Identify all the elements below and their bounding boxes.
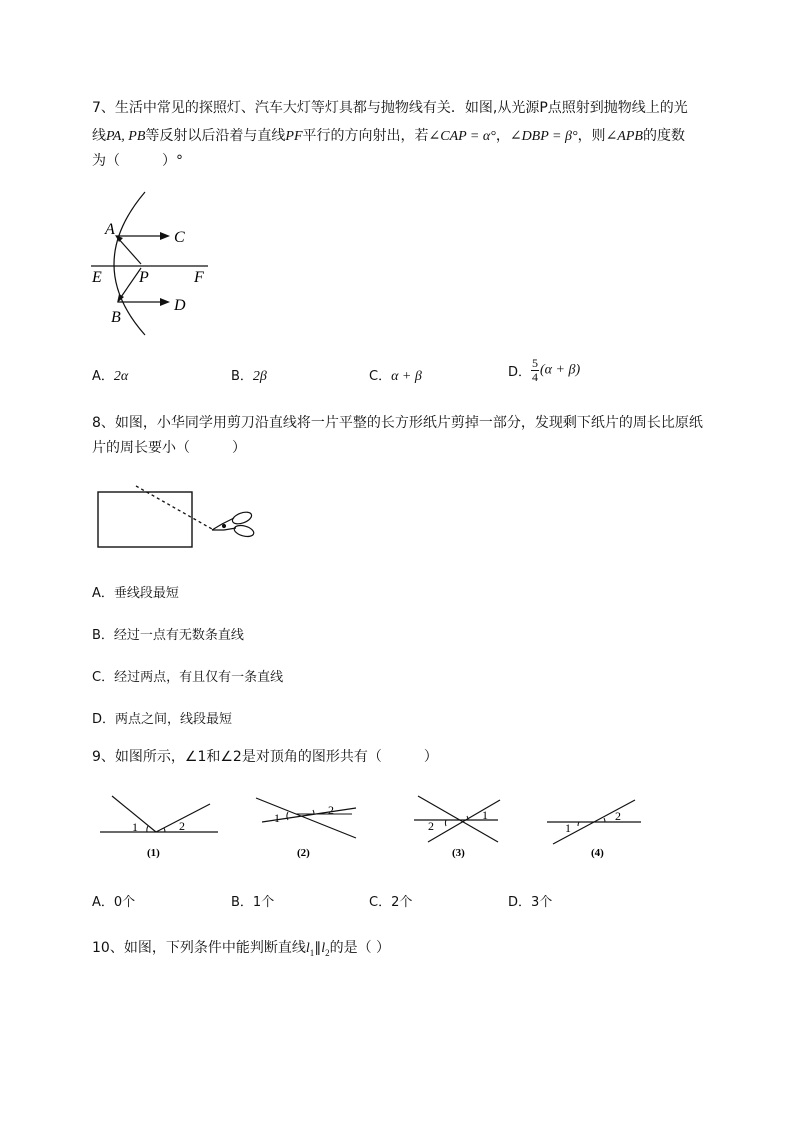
q7-math-apb: ∠APB — [605, 129, 643, 144]
label-d: D — [174, 297, 186, 314]
q7-text: ， — [495, 128, 510, 144]
q10-parallel-symbol: ∥ — [314, 940, 322, 956]
q7-text: 线 — [92, 128, 106, 144]
angle-1-label: 1 — [565, 821, 571, 835]
q9-figure-2 — [252, 792, 362, 862]
q9-figure-4 — [545, 792, 645, 862]
option-expr: (α + β) — [540, 362, 581, 378]
q10-text: 的是（ ） — [329, 940, 391, 956]
q7-math-cap: ∠CAP = α° — [428, 129, 496, 144]
q7-math-dbp: ∠DBP = β° — [509, 129, 578, 144]
q7-line-1: 7、生活中常见的探照灯、汽车大灯等灯具都与抛物线有关．如图,从光源P点照射到抛物线上的光 — [92, 100, 688, 116]
angle-2-label: 2 — [615, 809, 621, 823]
q7-option-b[interactable] — [231, 365, 267, 385]
option-expr: 2β — [252, 369, 267, 384]
label-f: F — [194, 269, 204, 286]
fraction — [531, 357, 539, 384]
arrowhead-ac — [160, 232, 170, 240]
q8-option-c[interactable]: C．经过两点，有且仅有一条直线 — [92, 670, 284, 685]
q7-option-d[interactable] — [508, 357, 580, 391]
q8-paper-scissors-figure — [94, 480, 264, 552]
q8-option-a[interactable]: A．垂线段最短 — [92, 586, 179, 601]
q8-option-d[interactable]: D．两点之间，线段最短 — [92, 712, 233, 727]
q10-line-1 — [92, 936, 390, 965]
q8-line-1: 8、如图，小华同学用剪刀沿直线将一片平整的长方形纸片剪掉一部分，发现剩下纸片的周长比原纸 — [92, 415, 703, 431]
ray-pb — [119, 268, 141, 300]
scissors-icon — [212, 510, 255, 539]
ray-pa — [117, 237, 141, 264]
label-c: C — [174, 229, 185, 246]
q7-math-pa-pb: PA, PB — [106, 129, 146, 144]
figure-caption: (3) — [452, 847, 465, 859]
option-expr: 2α — [113, 369, 129, 384]
option-letter: A． — [92, 369, 114, 384]
figure-caption: (4) — [591, 847, 604, 859]
q7-option-c[interactable] — [369, 365, 422, 385]
q9-option-d[interactable]: D．3个 — [508, 895, 553, 910]
q9-option-a[interactable]: A．0个 — [92, 895, 136, 910]
q8-option-b[interactable]: B．经过一点有无数条直线 — [92, 628, 244, 643]
option-letter: C． — [369, 369, 392, 384]
q10-l1: l — [305, 941, 310, 956]
paper-rectangle — [98, 492, 192, 547]
label-a: A — [105, 221, 115, 238]
angle-1-label: 1 — [274, 811, 280, 825]
arrowhead-bd — [160, 298, 170, 306]
angle-1-label: 1 — [482, 808, 488, 822]
label-p: P — [139, 269, 149, 286]
option-letter: B． — [231, 369, 253, 384]
q7-option-a[interactable] — [92, 365, 128, 385]
q10-l2-subscript: 2 — [325, 947, 330, 958]
q7-math-pf: PF — [285, 129, 303, 144]
figure-caption: (2) — [297, 847, 310, 859]
label-b: B — [111, 309, 121, 326]
q9-figure-3 — [410, 792, 510, 862]
fraction-denominator: 4 — [532, 370, 539, 384]
q7-line-2 — [92, 124, 685, 149]
option-expr: α + β — [391, 369, 422, 384]
q9-option-b[interactable]: B．1个 — [231, 895, 275, 910]
option-letter: D． — [508, 365, 532, 380]
q7-text: ，则 — [577, 128, 606, 144]
fraction-numerator: 5 — [532, 356, 539, 370]
angle-2-label: 2 — [179, 819, 185, 833]
angle-2-label: 2 — [328, 803, 334, 817]
q9-option-c[interactable]: C．2个 — [369, 895, 413, 910]
label-e: E — [92, 269, 102, 286]
q7-text: 平行的方向射出，若 — [302, 128, 429, 144]
angle-2-label: 2 — [428, 819, 434, 833]
q7-text: 等反射以后沿着与直线 — [145, 128, 286, 144]
q7-text: 的度数 — [642, 128, 685, 144]
q10-text: 10、如图，下列条件中能判断直线 — [92, 940, 306, 956]
q7-line-3: 为（ ）° — [92, 153, 183, 169]
q10-l1-subscript: 1 — [309, 947, 315, 958]
q10-l2: l — [321, 941, 326, 956]
angle-1-label: 1 — [132, 820, 138, 834]
q9-figure-1 — [98, 792, 222, 862]
q9-line-1: 9、如图所示，∠1和∠2是对顶角的图形共有（ ） — [92, 749, 438, 765]
q7-parabola-figure — [88, 190, 218, 340]
q8-line-2: 片的周长要小（ ） — [92, 440, 246, 456]
figure-caption: (1) — [147, 847, 160, 859]
